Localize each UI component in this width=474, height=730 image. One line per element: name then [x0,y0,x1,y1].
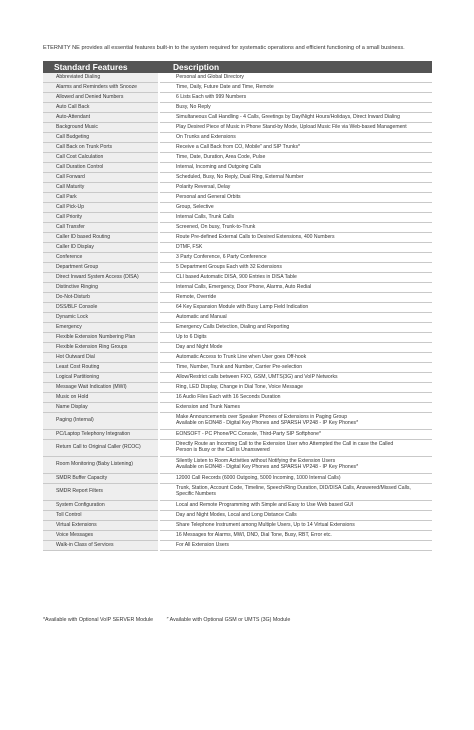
feature-name: Call Transfer [43,223,159,233]
table-row [43,103,432,113]
feature-name: Abbreviated Dialing [43,73,159,83]
feature-description: Day and Night Modes, Local and Long Distance Calls [159,511,432,521]
table-row [43,223,432,233]
table-row [43,393,432,403]
table-row [43,383,432,393]
table-row [43,163,432,173]
feature-name: Caller ID Display [43,243,159,253]
table-row [43,173,432,183]
table-row [43,233,432,243]
feature-description: Ring, LED Display, Change in Dial Tone, Voice Message [159,383,432,393]
feature-name: Do-Not-Disturb [43,293,159,303]
table-row [43,521,432,531]
feature-name: Virtual Extensions [43,521,159,531]
footnote-voip: *Available with Optional VoIP SERVER Module [43,617,154,623]
table-row [43,403,432,413]
feature-description: 3 Party Conference, 6 Party Conference [159,253,432,263]
feature-description: Internal Calls, Emergency, Door Phone, Alarms, Auto Redial [159,283,432,293]
table-row [43,83,432,93]
feature-name: Name Display [43,403,159,413]
table-row [43,263,432,273]
feature-name: Call Cost Calculation [43,153,159,163]
table-header-row [43,61,432,73]
feature-description: Day and Night Mode [159,343,432,353]
feature-name: Background Music [43,123,159,133]
table-row [43,153,432,163]
feature-description: Local and Remote Programming with Simple and Easy to Use Web based GUI [159,501,432,511]
table-row [43,113,432,123]
table-row [43,303,432,313]
feature-name: Hot Outward Dial [43,353,159,363]
table-row [43,203,432,213]
footnote-gsm: ″ Available with Optional GSM or UMTS (3G) Module [166,617,291,623]
feature-name: Least Cost Routing [43,363,159,373]
feature-name: Call Duration Control [43,163,159,173]
table-row [43,123,432,133]
feature-description: Internal, Incoming and Outgoing Calls [159,163,432,173]
table-row [43,531,432,541]
table-row [43,541,432,551]
table-row [43,484,432,501]
feature-name: Call Maturity [43,183,159,193]
feature-name: Call Pick-Up [43,203,159,213]
header-description: Description [159,61,432,73]
table-row [43,313,432,323]
table-row [43,343,432,353]
feature-description: For All Extension Users [159,541,432,551]
feature-description: Make Announcements over Speaker Phones of Extensions in Paging Group Available on EON48 - Digital Key Phones and SPARSH VP248 - IP Key Phones* [159,413,432,430]
feature-description: DTMF, FSK [159,243,432,253]
feature-name: Dynamic Lock [43,313,159,323]
feature-description: 16 Audio Files Each with 16 Seconds Duration [159,393,432,403]
feature-name: SMDR Buffer Capacity [43,474,159,484]
feature-name: Alarms and Reminders with Snooze [43,83,159,93]
feature-description: Polarity Reversal, Delay [159,183,432,193]
feature-name: Emergency [43,323,159,333]
feature-description: Personal and General Orbits [159,193,432,203]
feature-name: Caller ID based Routing [43,233,159,243]
feature-name: Auto-Attendant [43,113,159,123]
table-row [43,413,432,430]
table-row [43,283,432,293]
table-row [43,243,432,253]
intro-text: ETERNITY NE provides all essential features built-in to the system required for systematic operations and efficient functioning of a small business. [43,45,405,51]
feature-description: Scheduled, Busy, No Reply, Dual Ring, External Number [159,173,432,183]
feature-description: Simultaneous Call Handling - 4 Calls, Greetings by Day/Night Hours/Holidays, Direct Inward Dialing [159,113,432,123]
feature-name: Flexible Extension Ring Groups [43,343,159,353]
table-row [43,293,432,303]
feature-name: Department Group [43,263,159,273]
table-row [43,440,432,457]
feature-description: Allow/Restrict calls between FXO, GSM, UMTS(3G) and VoIP Networks [159,373,432,383]
feature-description: 12000 Call Records (6000 Outgoing, 5000 Incoming, 1000 Internal Calls) [159,474,432,484]
table-row [43,193,432,203]
feature-description: 5 Department Groups Each with 32 Extensions [159,263,432,273]
table-row [43,253,432,263]
feature-description: Route Pre-defined External Calls to Desired Extensions, 400 Numbers [159,233,432,243]
feature-description: Silently Listen to Room Activities without Notifying the Extension Users Available on EON48 - Digital Key Phones and SPARSH VP248 - IP Key Phones* [159,457,432,474]
feature-description: EONSOFT - PC Phone/PC Console, Third-Party SIP Softphone* [159,430,432,440]
feature-description: 6 Lists Each with 999 Numbers [159,93,432,103]
feature-description: Time, Date, Duration, Area Code, Pulse [159,153,432,163]
table-row [43,501,432,511]
feature-description: Automatic and Manual [159,313,432,323]
table-row [43,457,432,474]
table-row [43,363,432,373]
feature-name: Call Priority [43,213,159,223]
feature-description: 64 Key Expansion Module with Busy Lamp Field Indication [159,303,432,313]
feature-name: Logical Partitioning [43,373,159,383]
features-table [43,61,432,551]
table-row [43,430,432,440]
table-row [43,183,432,193]
feature-name: Conference [43,253,159,263]
feature-description: Emergency Calls Detection, Dialing and Reporting [159,323,432,333]
footnotes [43,617,302,624]
feature-description: Busy, No Reply [159,103,432,113]
feature-name: Toll Control [43,511,159,521]
feature-name: PC/Laptop Telephony Integration [43,430,159,440]
table-row [43,213,432,223]
feature-description: Extension and Trunk Names [159,403,432,413]
table-row [43,73,432,83]
table-row [43,273,432,283]
table-row [43,323,432,333]
table-row [43,333,432,343]
feature-name: SMDR Report Filters [43,484,159,501]
header-standard-features: Standard Features [43,61,159,73]
table-row [43,474,432,484]
feature-description: Group, Selective [159,203,432,213]
feature-description: 16 Messages for Alarms, MWI, DND, Dial Tone, Busy, RBT, Error etc. [159,531,432,541]
feature-name: DSS/BLF Console [43,303,159,313]
feature-name: Call Forward [43,173,159,183]
feature-description: Up to 6 Digits [159,333,432,343]
feature-description: Receive a Call Back from CO, Mobile″ and SIP Trunks* [159,143,432,153]
feature-description: Directly Route an Incoming Call to the Extension User who Attempted the Call in case the Called Person is Busy or the Call is Unanswered [159,440,432,457]
feature-description: Time, Number, Trunk and Number, Carrier Pre-selection [159,363,432,373]
feature-name: Auto Call Back [43,103,159,113]
feature-description: Automatic Access to Trunk Line when User goes Off-hook [159,353,432,363]
table-row [43,133,432,143]
feature-name: Distinctive Ringing [43,283,159,293]
feature-description: Internal Calls, Trunk Calls [159,213,432,223]
feature-description: CLI based Automatic DISA, 900 Entries in DISA Table [159,273,432,283]
feature-description: Personal and Global Directory [159,73,432,83]
feature-name: Call Park [43,193,159,203]
table-row [43,373,432,383]
feature-description: Trunk, Station, Account Code, Timeline, Speech/Ring Duration, DID/DISA Calls, Answered/Missed Calls, Specific Numbers [159,484,432,501]
feature-name: Flexible Extension Numbering Plan [43,333,159,343]
feature-description: Remote, Override [159,293,432,303]
feature-name: Return Call to Original Caller (RCOC) [43,440,159,457]
feature-name: Call Back on Trunk Ports [43,143,159,153]
feature-name: Room Monitoring (Baby Listening) [43,457,159,474]
feature-name: Voice Messages [43,531,159,541]
feature-name: Music on Hold [43,393,159,403]
feature-description: On Trunks and Extensions [159,133,432,143]
table-row [43,353,432,363]
feature-name: Direct Inward System Access (DISA) [43,273,159,283]
feature-name: Allowed and Denied Numbers [43,93,159,103]
table-row [43,143,432,153]
feature-name: Paging (Internal) [43,413,159,430]
table-row [43,511,432,521]
feature-description: Time, Daily, Future Date and Time, Remote [159,83,432,93]
table-row [43,93,432,103]
feature-name: System Configuration [43,501,159,511]
feature-description: Screened, On busy, Trunk-to-Trunk [159,223,432,233]
feature-name: Call Budgeting [43,133,159,143]
feature-description: Share Telephone Instrument among Multiple Users, Up to 14 Virtual Extensions [159,521,432,531]
feature-description: Play Desired Piece of Music in Phone Stand-by Mode, Upload Music File via Web-based Management [159,123,432,133]
feature-name: Message Wait Indication (MWI) [43,383,159,393]
feature-name: Walk-in Class of Services [43,541,159,551]
